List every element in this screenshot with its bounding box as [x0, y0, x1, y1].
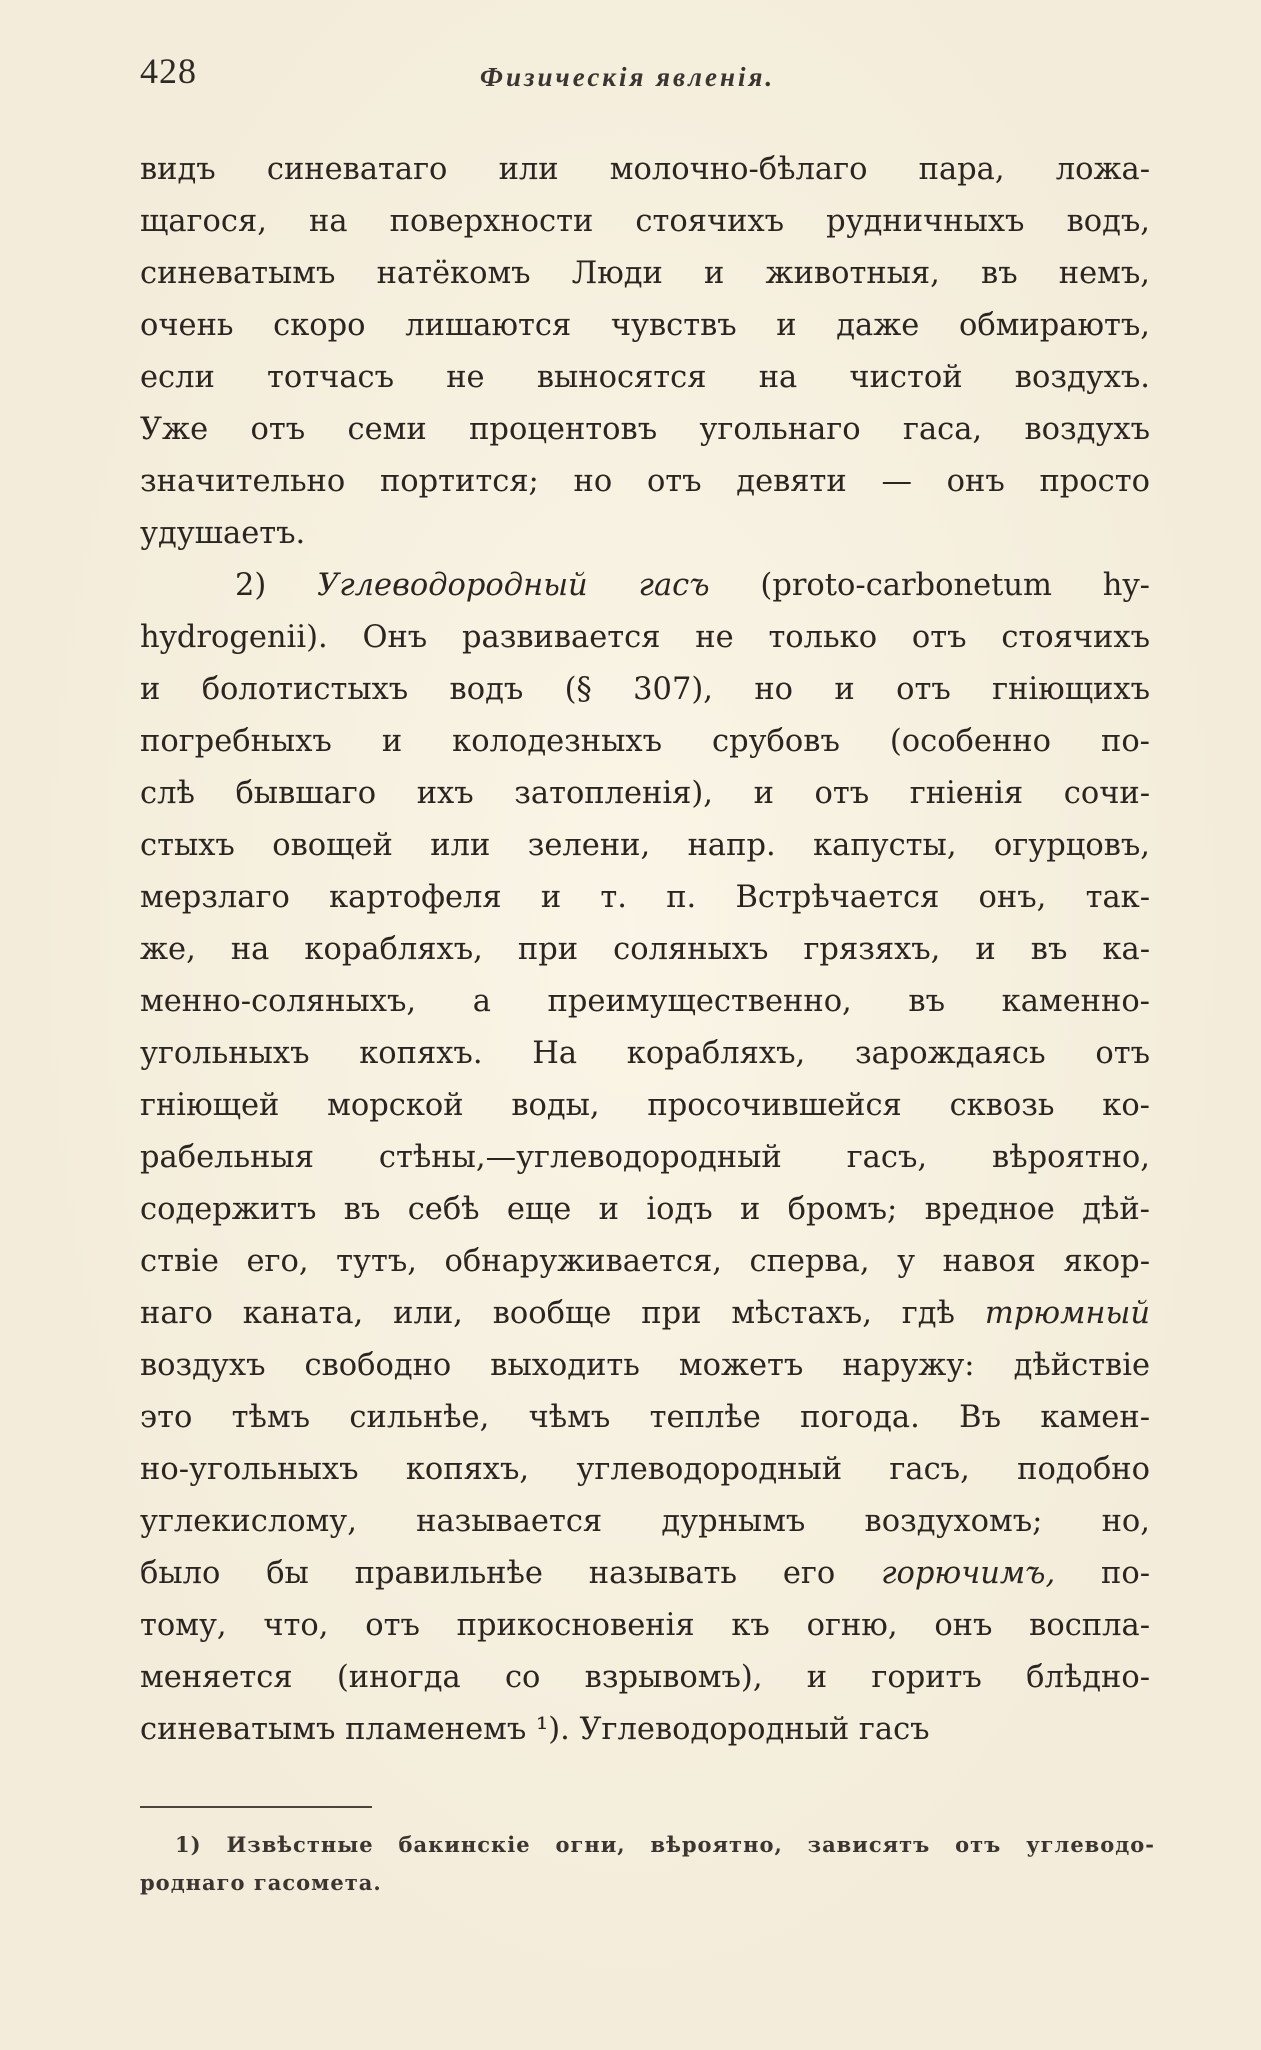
body-text: [140, 144, 1150, 1756]
footnote-line: роднаго гасомета.: [140, 1870, 382, 1895]
text-line: очень скоро лишаются чувствъ и даже обмираютъ,: [140, 308, 1150, 343]
line-text: по-: [1101, 1556, 1150, 1591]
italic-term: трюмный: [984, 1296, 1150, 1331]
footnote-divider: [140, 1806, 372, 1808]
text-line: и болотистыхъ водъ (§ 307), но и отъ гніющихъ: [140, 672, 1150, 707]
text-line: мерзлаго картофеля и т. п. Встрѣчается онъ, так-: [140, 880, 1150, 915]
text-line: ствіе его, тутъ, обнаруживается, сперва, у навоя якор-: [140, 1244, 1150, 1279]
text-line: Уже отъ семи процентовъ угольнаго гаса, воздухъ: [140, 412, 1150, 447]
text-line: же, на корабляхъ, при соляныхъ грязяхъ, и въ ка-: [140, 932, 1150, 967]
text-line: удушаетъ.: [140, 516, 306, 551]
text-line: но-угольныхъ копяхъ, углеводородный гасъ, подобно: [140, 1452, 1150, 1487]
text-line: гніющей морской воды, просочившейся сквозь ко-: [140, 1088, 1150, 1123]
text-line: погребныхъ и колодезныхъ срубовъ (особенно по-: [140, 724, 1150, 759]
running-title: Физическія явленія.: [480, 62, 776, 92]
line-text: наго каната, или, вообще при мѣстахъ, гдѣ: [140, 1296, 955, 1331]
footnote: [140, 1826, 1155, 1902]
text-line: hydrogenii). Онъ развивается не только отъ стоячихъ: [140, 620, 1150, 655]
text-line: тому, что, отъ прикосновенія къ огню, онъ воспла-: [140, 1608, 1150, 1643]
footnote-line: 1) Извѣстные бакинскіе огни, вѣроятно, зависятъ отъ углеводо-: [175, 1832, 1155, 1857]
text-line: меняется (иногда со взрывомъ), и горитъ блѣдно-: [140, 1660, 1150, 1695]
text-line-with-term: [140, 1288, 1150, 1340]
section-latin: (proto-carbonetum hy-: [760, 568, 1150, 603]
line-text: было бы правильнѣе называть его: [140, 1556, 836, 1591]
text-line: это тѣмъ сильнѣе, чѣмъ теплѣе погода. Въ камен-: [140, 1400, 1150, 1435]
text-line: слѣ бывшаго ихъ затопленія), и отъ гніенія сочи-: [140, 776, 1150, 811]
text-line: синеватымъ натёкомъ Люди и животныя, въ немъ,: [140, 256, 1150, 291]
text-line: синеватымъ пламенемъ ¹). Углеводородный гасъ: [140, 1712, 930, 1747]
text-line: если тотчасъ не выносятся на чистой воздухъ.: [140, 360, 1150, 395]
text-line: менно-соляныхъ, а преимущественно, въ каменно-: [140, 984, 1150, 1019]
text-line: стыхъ овощей или зелени, напр. капусты, огурцовъ,: [140, 828, 1150, 863]
text-line: щагося, на поверхности стоячихъ рудничныхъ водъ,: [140, 204, 1150, 239]
section-number: 2): [235, 568, 267, 603]
text-line: угольныхъ копяхъ. На корабляхъ, зарождаясь отъ: [140, 1036, 1150, 1071]
text-line: видъ синеватаго или молочно-бѣлаго пара, ложа-: [140, 152, 1150, 187]
text-line: углекислому, называется дурнымъ воздухомъ; но,: [140, 1504, 1150, 1539]
running-head: [140, 50, 1150, 100]
text-line-with-term: [140, 1548, 1150, 1600]
page-number: 428: [140, 51, 197, 91]
text-line: значительно портится; но отъ девяти — онъ просто: [140, 464, 1150, 499]
text-line: воздухъ свободно выходить можетъ наружу: дѣйствіе: [140, 1348, 1150, 1383]
italic-term: горючимъ,: [881, 1556, 1056, 1591]
text-line: рабельныя стѣны,—углеводородный гасъ, вѣроятно,: [140, 1140, 1150, 1175]
text-line: содержитъ въ себѣ еще и іодъ и бромъ; вредное дѣй-: [140, 1192, 1150, 1227]
section-term: Углеводородный гасъ: [317, 568, 710, 603]
section-heading-line: [140, 560, 1150, 612]
